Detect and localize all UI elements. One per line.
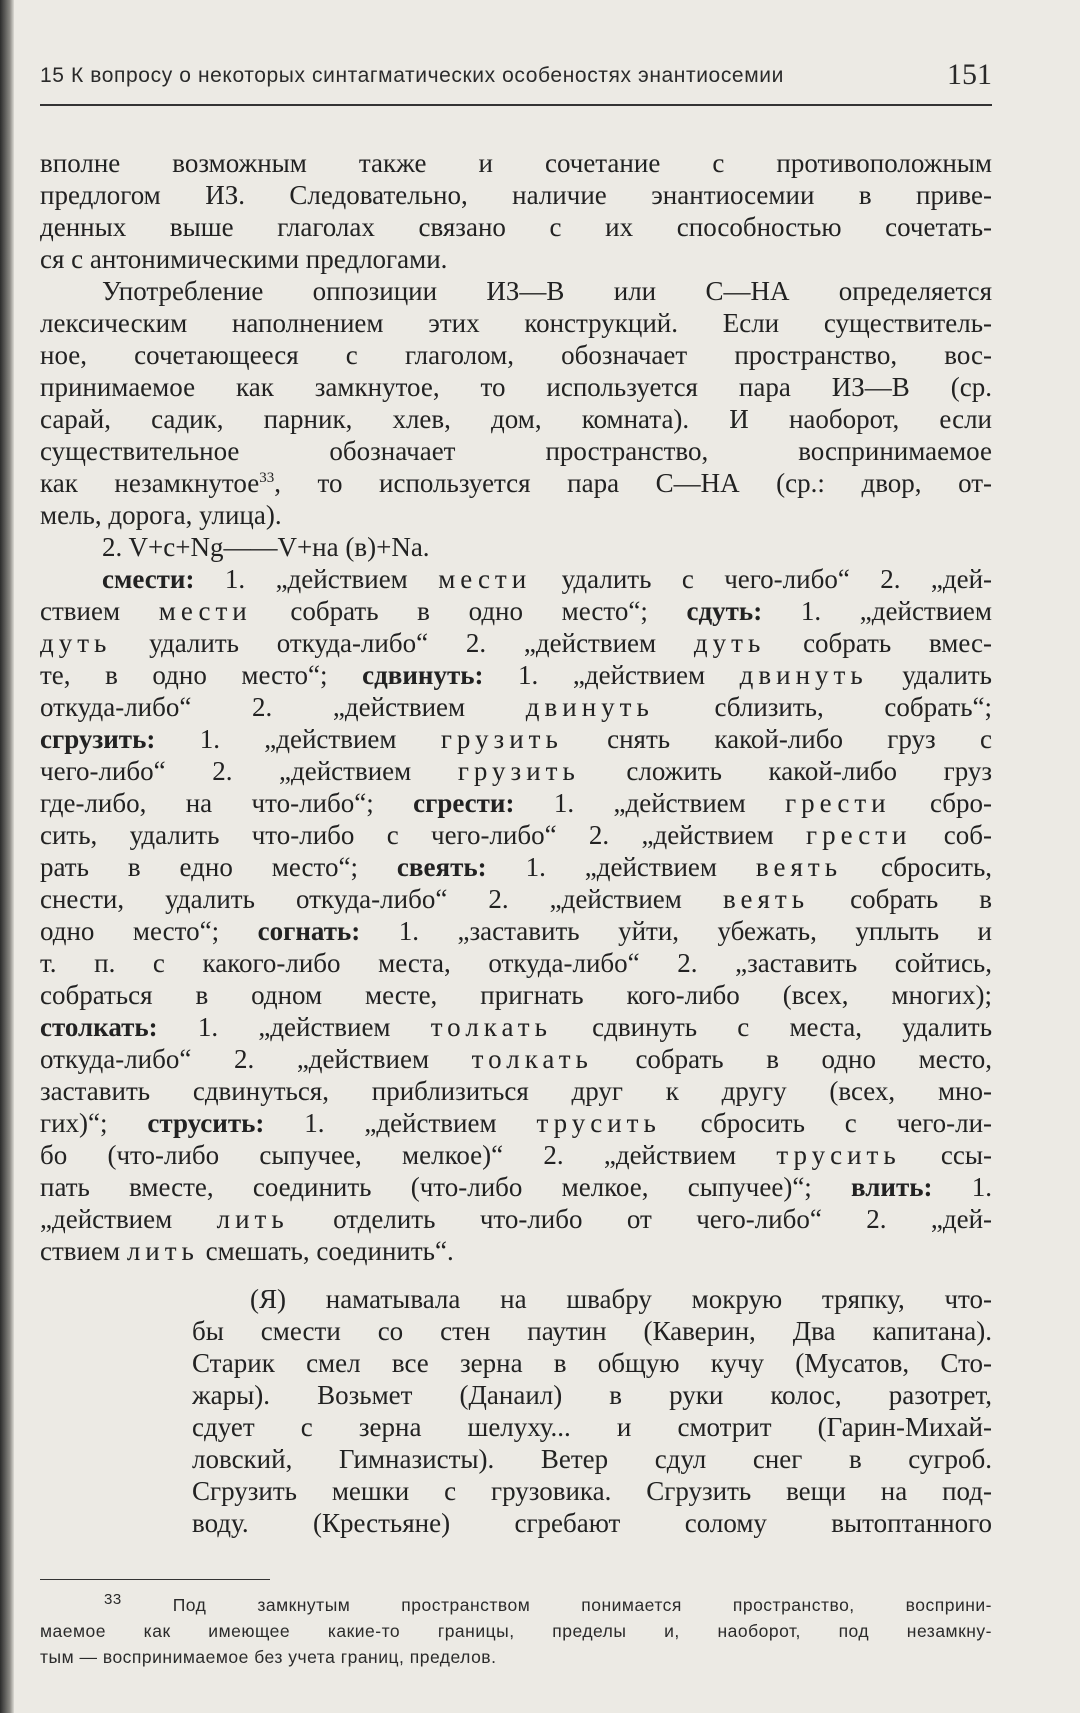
text-line: существительное обозначает пространство, воспринимаемое xyxy=(40,436,992,466)
example-line: воду. (Крестьяне) сгребают солому вытоптанного xyxy=(192,1508,992,1538)
headword: смести: xyxy=(102,564,195,594)
text-line: снести, удалить откуда-либо“ 2. „действием веять собрать в xyxy=(40,884,992,914)
text-line: мель, дорога, улица). xyxy=(40,500,282,530)
running-head-title: 15 К вопросу о некоторых синтагматических особеностях энантиосемии xyxy=(40,64,784,87)
footnote-rule xyxy=(40,1579,270,1580)
text-line: заставить сдвинуться, приблизиться друг к другу (всех, мно- xyxy=(40,1076,992,1106)
text-line: предлогом ИЗ. Следовательно, наличие энантиосемии в приве- xyxy=(40,180,992,210)
text-line: сарай, садик, парник, хлев, дом, комната). И наоборот, если xyxy=(40,404,992,434)
headword: струсить: xyxy=(147,1108,265,1138)
text-line: бо (что-либо сыпучее, мелкое)“ 2. „действием трусить ссы- xyxy=(40,1140,992,1170)
headword: сгрести: xyxy=(413,788,515,818)
text-line: столкать: 1. „действием толкать сдвинуть с места, удалить xyxy=(40,1012,992,1042)
text-line: чего-либо“ 2. „действием грузить сложить какой-либо груз xyxy=(40,756,992,786)
text-line: откуда-либо“ 2. „действием двинуть сблизить, собрать“; xyxy=(40,692,992,722)
text-line: пать вместе, соединить (что-либо мелкое, сыпучее)“; влить: 1. xyxy=(40,1172,992,1202)
headword: сгрузить: xyxy=(40,724,156,754)
construction-formula: 2. V+c+Ng——V+на (в)+Na. xyxy=(102,532,430,562)
example-line: бы смести со стен паутин (Каверин, Два капитана). xyxy=(192,1316,992,1346)
text-line: сгрузить: 1. „действием грузить снять какой-либо груз с xyxy=(40,724,992,754)
text-line: Употребление оппозиции ИЗ—В или С—НА определяется xyxy=(102,276,992,306)
example-line: Сгрузить мешки с грузовика. Сгрузить вещи на под- xyxy=(192,1476,992,1506)
page-number: 151 xyxy=(947,58,992,91)
running-head xyxy=(40,58,992,98)
example-line: сдует с зерна шелуху... и смотрит (Гарин-Михай- xyxy=(192,1412,992,1442)
example-line: ловский, Гимназисты). Ветер сдул снег в сугроб. xyxy=(192,1444,992,1474)
footnote-line: маемое как имеющее какие-то границы, пределы и, наоборот, под незамкну- xyxy=(40,1621,992,1641)
text-line: ствием лить смешать, соединить“. xyxy=(40,1236,454,1266)
text-line: сить, удалить что-либо с чего-либо“ 2. „действием грести соб- xyxy=(40,820,992,850)
text-line: т. п. с какого-либо места, откуда-либо“ 2. „заставить сойтись, xyxy=(40,948,992,978)
text-line: смести: 1. „действием мести удалить с чего-либо“ 2. „дей- xyxy=(102,564,992,594)
text-line: те, в одно место“; сдвинуть: 1. „действием двинуть удалить xyxy=(40,660,992,690)
text-line: откуда-либо“ 2. „действием толкать собрать в одно место, xyxy=(40,1044,992,1074)
headword: столкать: xyxy=(40,1012,158,1042)
text-line: где-либо, на что-либо“; сгрести: 1. „действием грести сбро- xyxy=(40,788,992,818)
example-line: жары). Возьмет (Данаил) в руки колос, разотрет, xyxy=(192,1380,992,1410)
headword: влить: xyxy=(851,1172,933,1202)
text-line: лексическим наполнением этих конструкций. Если существитель- xyxy=(40,308,992,338)
text-line: как незамкнутое$^{33}$, то используется пара С—НА (ср.: двор, от- xyxy=(40,468,992,498)
text-line: одно место“; согнать: 1. „заставить уйти, убежать, уплыть и xyxy=(40,916,992,946)
example-line: Старик смел все зерна в общую кучу (Мусатов, Сто- xyxy=(192,1348,992,1378)
text-line: ся с антонимическими предлогами. xyxy=(40,244,448,274)
footnote-marker: 33 xyxy=(104,1592,122,1609)
book-spine-shadow xyxy=(0,0,14,1713)
example-line: (Я) наматывала на швабру мокрую тряпку, что- xyxy=(250,1284,992,1314)
header-rule xyxy=(40,104,992,106)
text-line: ствием мести собрать в одно место“; сдуть: 1. „действием xyxy=(40,596,992,626)
text-line: „действием лить отделить что-либо от чего-либо“ 2. „дей- xyxy=(40,1204,992,1234)
headword: согнать: xyxy=(257,916,361,946)
headword: сдвинуть: xyxy=(362,660,484,690)
text-line: гих)“; струсить: 1. „действием трусить сбросить с чего-ли- xyxy=(40,1108,992,1138)
text-line: собраться в одном месте, пригнать кого-либо (всех, многих); xyxy=(40,980,992,1010)
headword: свеять: xyxy=(396,852,487,882)
text-line: принимаемое как замкнутое, то используется пара ИЗ—В (ср. xyxy=(40,372,992,402)
footnote-line: тым — воспринимаемое без учета границ, пределов. xyxy=(40,1647,497,1667)
text-line: ное, сочетающееся с глаголом, обозначает пространство, вос- xyxy=(40,340,992,370)
text-line: дуть удалить откуда-либо“ 2. „действием дуть собрать вмес- xyxy=(40,628,992,658)
text-line: рать в едно место“; свеять: 1. „действием веять сбросить, xyxy=(40,852,992,882)
footnote-ref: 33 xyxy=(259,470,275,486)
text-line: вполне возможным также и сочетание с противоположным xyxy=(40,148,992,178)
text-line: денных выше глаголах связано с их способностью сочетать- xyxy=(40,212,992,242)
footnote-line: $^{33}$ Под замкнутым пространством понимается пространство, восприни- xyxy=(104,1592,992,1615)
headword: сдуть: xyxy=(686,596,763,626)
